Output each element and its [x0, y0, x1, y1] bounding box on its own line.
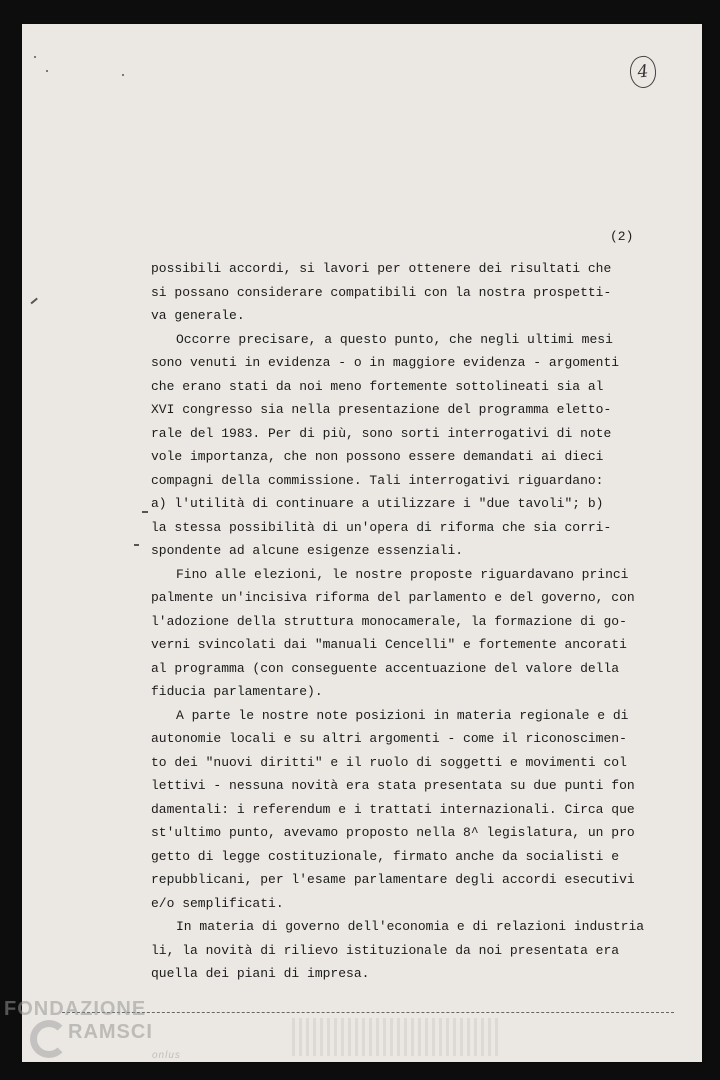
text-line: li, la novità di rilievo istituzionale da noi presentata era: [151, 942, 620, 958]
text-line: Fino alle elezioni, le nostre proposte riguardavano princi: [176, 566, 629, 582]
text-line: l'adozione della struttura monocamerale, la formazione di go-: [151, 613, 627, 629]
text-line: vole importanza, che non possono essere demandati ai dieci: [151, 449, 604, 464]
text-line: rale del 1983. Per di più, sono sorti interrogativi di note: [151, 425, 612, 441]
text-line: spondente ad alcune esigenze essenziali.: [151, 543, 464, 558]
paragraph: [151, 915, 651, 986]
typed-page-number: (2): [610, 229, 634, 244]
bottom-dashed-rule: [62, 1012, 674, 1013]
text-line: damentali: i referendum e i trattati internazionali. Circa que: [151, 801, 635, 817]
text-line: al programma (con conseguente accentuazione del valore della: [151, 660, 620, 676]
margin-mark: [142, 511, 148, 513]
margin-mark: [134, 544, 139, 546]
text-line: lettivi - nessuna novità era stata presentata su due punti fon: [151, 778, 635, 793]
document-page: [22, 24, 702, 1062]
text-line: st'ultimo punto, avevamo proposto nella 8^ legislatura, un pro: [151, 825, 635, 840]
text-line: possibili accordi, si lavori per ottenere dei risultati che: [151, 261, 612, 276]
text-line: quella dei piani di impresa.: [151, 966, 370, 981]
handwritten-page-number: [628, 55, 657, 90]
watermark-line-2: RAMSCI: [68, 1021, 153, 1043]
text-line: che erano stati da noi meno fortemente sottolineati sia al: [151, 378, 604, 394]
text-line: la stessa possibilità di un'opera di riforma che sia corri-: [151, 519, 612, 535]
paragraph: [151, 257, 651, 328]
text-line: In materia di governo dell'economia e di relazioni industria: [176, 919, 645, 934]
paper-speck: [34, 56, 36, 58]
paragraph: [151, 563, 651, 704]
text-line: to dei "nuovi diritti" e il ruolo di soggetti e movimenti col: [151, 754, 627, 770]
text-line: repubblicani, per l'esame parlamentare degli accordi esecutivi: [151, 872, 635, 887]
paragraph: [151, 704, 651, 916]
text-line: A parte le nostre note posizioni in materia regionale e di: [176, 707, 629, 723]
text-line: e/o semplificati.: [151, 895, 284, 911]
paper-speck: [122, 74, 124, 76]
text-line: XVI congresso sia nella presentazione del programma eletto-: [151, 402, 612, 417]
paper-speck: [46, 70, 48, 72]
text-line: Occorre precisare, a questo punto, che negli ultimi mesi: [176, 331, 613, 347]
text-line: autonomie locali e su altri argomenti - come il riconoscimen-: [151, 731, 627, 746]
typewritten-body: [151, 257, 651, 986]
stamp-number-text: 4: [636, 61, 650, 83]
ink-bleed-through: [292, 1018, 502, 1056]
text-line: fiducia parlamentare).: [151, 684, 323, 699]
margin-mark: [30, 298, 37, 304]
text-line: compagni della commissione. Tali interrogativi riguardano:: [151, 472, 604, 488]
text-line: va generale.: [151, 308, 245, 323]
text-line: verni svincolati dai "manuali Cencelli" e fortemente ancorati: [151, 637, 627, 652]
paragraph: [151, 328, 651, 563]
watermark-suffix: onlus: [152, 1050, 181, 1061]
text-line: getto di legge costituzionale, firmato anche da socialisti e: [151, 848, 620, 864]
watermark-g-logo: [30, 1020, 68, 1058]
text-line: palmente un'incisiva riforma del parlamento e del governo, con: [151, 590, 635, 605]
text-line: si possano considerare compatibili con la nostra prospetti-: [151, 284, 612, 300]
text-line: a) l'utilità di continuare a utilizzare i "due tavoli"; b): [151, 496, 604, 511]
watermark-line-1: FONDAZIONE: [4, 998, 147, 1020]
archive-watermark: [4, 998, 181, 1061]
text-line: sono venuti in evidenza - o in maggiore evidenza - argomenti: [151, 355, 620, 370]
